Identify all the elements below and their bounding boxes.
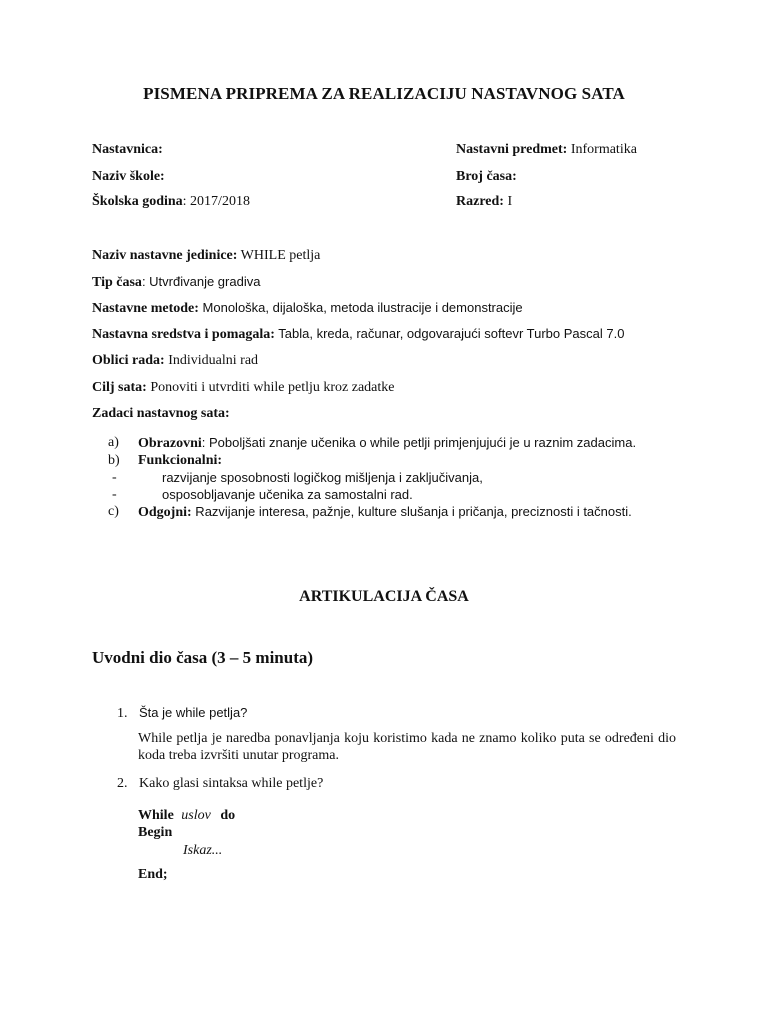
lesson-number-field bbox=[456, 169, 517, 185]
syntax-statement-text: Iskaz... bbox=[183, 843, 223, 858]
school-year-value: : 2017/2018 bbox=[182, 194, 250, 209]
task-item-educational bbox=[92, 434, 676, 452]
question-1 bbox=[117, 705, 247, 722]
lesson-type-label: Tip časa bbox=[92, 275, 142, 290]
subject-value: Informatika bbox=[567, 142, 637, 157]
syntax-while-line bbox=[138, 808, 235, 824]
tasks-list bbox=[92, 434, 676, 521]
grade-field bbox=[456, 194, 512, 210]
task-item-upbringing bbox=[92, 503, 676, 521]
task-item-functional bbox=[92, 452, 676, 469]
task-marker-c: c) bbox=[108, 504, 119, 519]
functional-subitem bbox=[92, 486, 676, 503]
goal-label: Cilj sata: bbox=[92, 380, 147, 395]
lesson-number-label: Broj časa: bbox=[456, 169, 517, 184]
tasks-label: Zadaci nastavnog sata: bbox=[92, 406, 230, 421]
school-field bbox=[92, 169, 165, 185]
syntax-do-keyword: do bbox=[220, 808, 236, 823]
document-title: PISMENA PRIPREMA ZA REALIZACIJU NASTAVNOG SATA bbox=[143, 84, 625, 103]
goal-value: Ponoviti i utvrditi while petlju kroz zadatke bbox=[146, 380, 395, 395]
answer-1: While petlja je naredba ponavljanja koju koristimo kada ne znamo koliko puta se određeni dio koda treba izvršiti unutar programa. bbox=[138, 731, 676, 763]
goal-field bbox=[92, 380, 395, 396]
tools-value: Tabla, kreda, računar, odgovarajući softevr Turbo Pascal 7.0 bbox=[274, 326, 625, 341]
syntax-while-keyword: While bbox=[138, 808, 174, 823]
question-2-number: 2. bbox=[117, 776, 128, 791]
syntax-condition: uslov bbox=[181, 808, 211, 823]
question-2 bbox=[117, 776, 323, 792]
functional-subitem-text: osposobljavanje učenika za samostalni rad. bbox=[162, 487, 413, 502]
task-text-educational: : Poboljšati znanje učenika o while petlji primjenjujući je u raznim zadacima. bbox=[201, 435, 637, 450]
functional-subitem bbox=[92, 469, 676, 486]
lesson-type-value: : Utvrđivanje gradiva bbox=[141, 274, 261, 289]
tasks-heading bbox=[92, 406, 230, 422]
methods-value: Monološka, dijaloška, metoda ilustracije i demonstracije bbox=[198, 300, 523, 315]
tools-field bbox=[92, 326, 624, 343]
unit-field bbox=[92, 248, 320, 264]
school-year-label: Školska godina bbox=[92, 194, 183, 209]
work-forms-value: Individualni rad bbox=[164, 353, 259, 368]
methods-field bbox=[92, 300, 523, 317]
teacher-field bbox=[92, 142, 163, 158]
subject-label: Nastavni predmet: bbox=[456, 142, 568, 157]
question-1-number: 1. bbox=[117, 706, 128, 721]
work-forms-field bbox=[92, 353, 258, 369]
syntax-end-keyword: End; bbox=[138, 867, 168, 882]
unit-label: Naziv nastavne jedinice: bbox=[92, 248, 238, 263]
school-year-field bbox=[92, 194, 250, 210]
functional-subitem-text: razvijanje sposobnosti logičkog mišljenja i zaključivanja, bbox=[162, 470, 483, 485]
subitem-dash: - bbox=[112, 487, 117, 502]
subject-field bbox=[456, 142, 637, 158]
lesson-type-field bbox=[92, 274, 260, 291]
grade-value: I bbox=[503, 194, 513, 209]
section-title: ARTIKULACIJA ČASA bbox=[299, 588, 469, 605]
question-2-text: Kako glasi sintaksa while petlje? bbox=[139, 776, 324, 791]
task-label-educational: Obrazovni bbox=[138, 436, 202, 451]
unit-value: WHILE petlja bbox=[237, 248, 321, 263]
teacher-label: Nastavnica: bbox=[92, 142, 163, 157]
syntax-begin-keyword: Begin bbox=[138, 825, 173, 840]
task-marker-b: b) bbox=[108, 453, 120, 468]
syntax-statement bbox=[183, 843, 222, 859]
tools-label: Nastavna sredstva i pomagala: bbox=[92, 327, 275, 342]
question-1-text: Šta je while petlja? bbox=[139, 705, 248, 720]
grade-label: Razred: bbox=[456, 194, 504, 209]
school-label: Naziv škole: bbox=[92, 169, 165, 184]
intro-heading: Uvodni dio časa (3 – 5 minuta) bbox=[92, 648, 314, 667]
task-label-functional: Funkcionalni: bbox=[138, 453, 223, 468]
methods-label: Nastavne metode: bbox=[92, 301, 199, 316]
work-forms-label: Oblici rada: bbox=[92, 353, 165, 368]
task-marker-a: a) bbox=[108, 435, 119, 450]
task-text-upbringing: Razvijanje interesa, pažnje, kulture slušanja i pričanja, preciznosti i tačnosti. bbox=[191, 504, 632, 519]
task-label-upbringing: Odgojni: bbox=[138, 505, 192, 520]
subitem-dash: - bbox=[112, 470, 117, 485]
